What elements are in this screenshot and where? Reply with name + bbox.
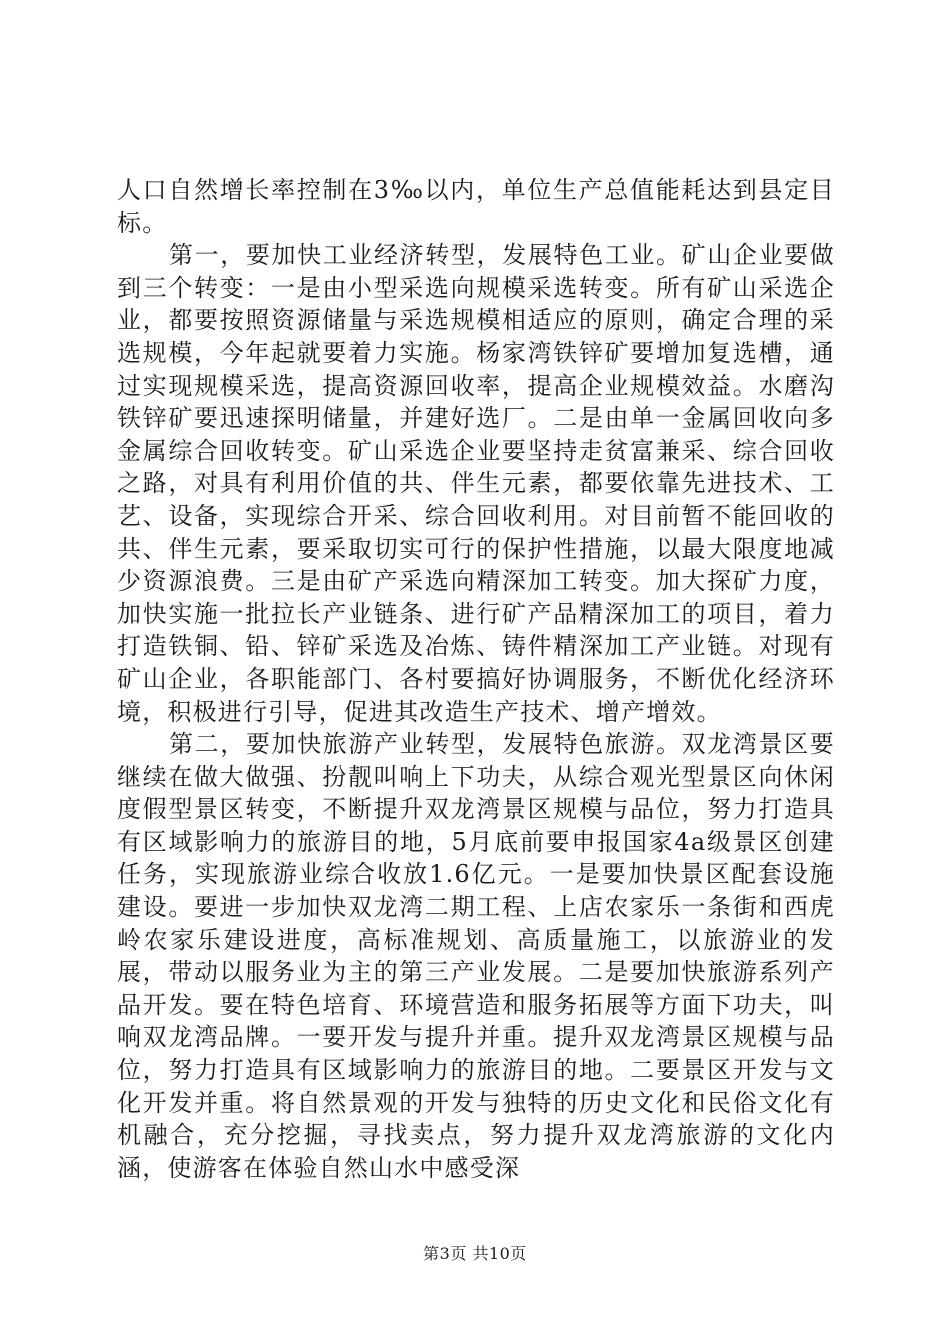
paragraph-tourism-transformation: 第二，要加快旅游产业转型，发展特色旅游。双龙湾景区要继续在做大做强、扮靓叫响上下功夫，从综合观光型景区向休闲度假型景区转变，不断提升双龙湾景区规模与品位，努力打造具有区域影响力的旅游目的地，5月底前要申报国家4a级景区创建任务，实现旅游业综合收放1.6亿元。一是要加快景区配套设施建设。要进一步加快双龙湾二期工程、上店农家乐一条街和西虎岭农家乐建设进度，高标准规划、高质量施工，以旅游业的发展，带动以服务业为主的第三产业发展。二是要加快旅游系列产品开发。要在特色培育、环境营造和服务拓展等方面下功夫，叫响双龙湾品牌。一要开发与提升并重。提升双龙湾景区规模与品位，努力打造具有区域影响力的旅游目的地。二要景区开发与文化开发并重。将自然景观的开发与独特的历史文化和民俗文化有机融合，充分挖掘，寻找卖点，努力提升双龙湾旅游的文化内涵，使游客在体验自然山水中感受深	[117, 730, 835, 1182]
document-body	[117, 174, 835, 1184]
paragraph-continuation: 人口自然增长率控制在3‰以内，单位生产总值能耗达到县定目标。	[117, 176, 835, 237]
page-footer: 第3页 共10页	[423, 1244, 527, 1263]
paragraph-industry-transformation: 第一，要加快工业经济转型，发展特色工业。矿山企业要做到三个转变：一是由小型采选向规模采选转变。所有矿山采选企业，都要按照资源储量与采选规模相适应的原则，确定合理的采选规模，今年起就要着力实施。杨家湾铁锌矿要增加复选槽，通过实现规模采选，提高资源回收率，提高企业规模效益。水磨沟铁锌矿要迅速探明储量，并建好选厂。二是由单一金属回收向多金属综合回收转变。矿山采选企业要坚持走贫富兼采、综合回收之路，对具有利用价值的共、伴生元素，都要依靠先进技术、工艺、设备，实现综合开采、综合回收利用。对目前暂不能回收的共、伴生元素，要采取切实可行的保护性措施，以最大限度地减少资源浪费。三是由矿产采选向精深加工转变。加大探矿力度，加快实施一批拉长产业链条、进行矿产品精深加工的项目，着力打造铁铜、铅、锌矿采选及冶炼、铸件精深加工产业链。对现有矿山企业，各职能部门、各村要搞好协调服务，不断优化经济环境，积极进行引导，促进其改造生产技术、增产增效。	[117, 241, 835, 726]
